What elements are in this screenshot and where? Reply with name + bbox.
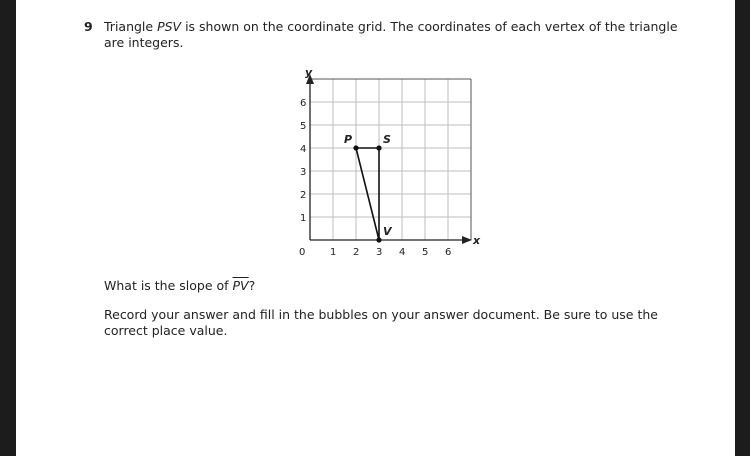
question-text-line-2: are integers. xyxy=(104,35,184,50)
triangle-psv xyxy=(344,133,393,243)
grid-lines xyxy=(310,79,471,240)
instructions-line-1: Record your answer and fill in the bubbles on your answer document. Be sure to use the xyxy=(104,307,658,322)
question-prompt xyxy=(104,278,255,293)
vertex-s xyxy=(376,145,381,150)
y-tick-label: 2 xyxy=(300,190,307,201)
triangle-name: PSV xyxy=(157,19,182,34)
vertex-p xyxy=(353,145,358,150)
x-tick-label: 2 xyxy=(353,247,360,258)
y-tick-label: 3 xyxy=(300,167,307,178)
tick-labels xyxy=(300,98,451,258)
vertex-v xyxy=(376,237,381,242)
y-tick-label: 4 xyxy=(300,144,307,155)
coordinate-grid xyxy=(266,62,486,262)
prompt-mark: ? xyxy=(248,278,256,293)
worksheet-page xyxy=(16,0,735,456)
x-tick-label: 5 xyxy=(422,247,429,258)
vertex-label-s: S xyxy=(383,133,391,146)
question-suffix: is shown on the coordinate grid. The coordinates of each vertex of the triangle xyxy=(181,19,678,34)
segment-pv: $\overline{PV}$ xyxy=(232,278,249,293)
y-tick-label: 6 xyxy=(300,98,307,109)
origin-label: 0 xyxy=(299,247,306,258)
y-tick-label: 1 xyxy=(300,213,307,224)
y-tick-label: 5 xyxy=(300,121,307,132)
prompt-text: What is the slope of xyxy=(104,278,233,293)
instructions-line-2: correct place value. xyxy=(104,323,228,338)
vertex-label-v: V xyxy=(383,225,392,238)
x-tick-label: 4 xyxy=(399,247,406,258)
question-number: 9 xyxy=(84,19,93,34)
question-text-line-1 xyxy=(104,19,678,35)
y-axis-label: y xyxy=(305,66,313,79)
vertex-label-p: P xyxy=(344,133,353,146)
x-tick-label: 1 xyxy=(330,247,337,258)
x-tick-label: 3 xyxy=(376,247,383,258)
question-prefix: Triangle xyxy=(104,19,158,34)
x-axis-label: x xyxy=(473,234,481,247)
x-tick-label: 6 xyxy=(445,247,452,258)
